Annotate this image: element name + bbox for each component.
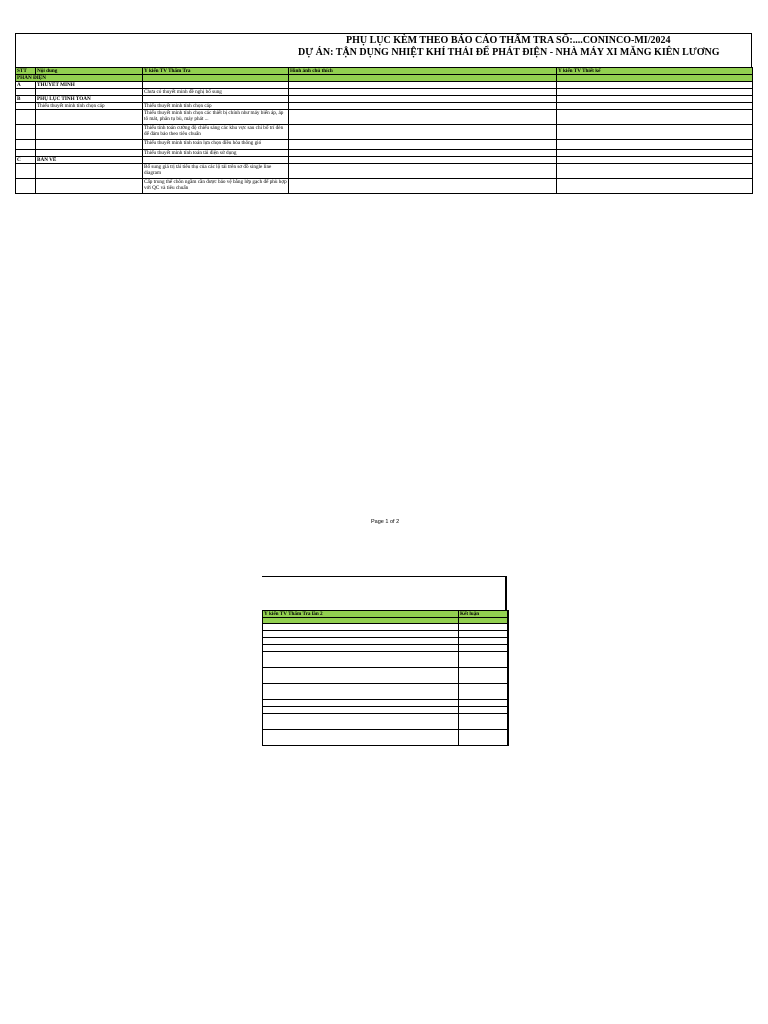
row-second-review — [263, 668, 459, 684]
row-design-opinion — [557, 110, 753, 125]
row-design-opinion — [557, 103, 753, 110]
row-review-opinion: Thiếu thuyết minh tính chọn các thiết bị chính như máy biến áp, áp tô mát, phân tụ bù, máy phát ... — [143, 110, 289, 125]
table-row — [16, 89, 753, 96]
table-row — [263, 638, 508, 645]
row-conclusion — [459, 684, 508, 700]
row-design-opinion — [557, 179, 753, 194]
row-content — [36, 150, 143, 157]
table-row — [263, 684, 508, 700]
title-block — [15, 33, 752, 67]
row-content — [36, 140, 143, 150]
row-second-review — [263, 652, 459, 668]
header-illustration: Hình ảnh chú thích — [289, 68, 557, 75]
row-conclusion — [459, 624, 508, 631]
row-design-opinion — [557, 96, 753, 103]
row-design-opinion — [557, 157, 753, 164]
row-content: BẢN VẼ — [36, 157, 143, 164]
row-conclusion — [459, 730, 508, 746]
review-table-page-2 — [262, 610, 509, 746]
row-design-opinion — [557, 89, 753, 96]
page-indicator: Page 1 of 2 — [371, 519, 400, 525]
row-content: Thiếu thuyết minh tính chọn cáp — [36, 103, 143, 110]
row-review-opinion: Thiếu thuyết minh tính toán lựa chọn điều hòa thông gió — [143, 140, 289, 150]
row-conclusion — [459, 645, 508, 652]
row-illustration — [289, 150, 557, 157]
report-sheet-page-2 — [262, 576, 507, 746]
header-review-opinion: Ý kiến TV Thẩm Tra — [143, 68, 289, 75]
row-stt — [16, 125, 36, 140]
row-illustration — [289, 157, 557, 164]
row-review-opinion: Chưa có thuyết minh đề nghị bổ sung — [143, 89, 289, 96]
table-row — [16, 157, 753, 164]
row-illustration — [289, 82, 557, 89]
row-stt — [16, 150, 36, 157]
row-conclusion — [459, 707, 508, 714]
row-second-review — [263, 714, 459, 730]
table-row — [16, 164, 753, 179]
row-conclusion — [459, 714, 508, 730]
table-row — [16, 140, 753, 150]
table-row — [263, 700, 508, 707]
row-review-opinion: Bổ sung giá trị tải tiêu thụ của các lộ tải trên sơ đồ single line diagram — [143, 164, 289, 179]
row-design-opinion — [557, 150, 753, 157]
row-stt — [16, 110, 36, 125]
row-content — [36, 89, 143, 96]
row-second-review — [263, 730, 459, 746]
table-row — [263, 631, 508, 638]
row-second-review — [263, 645, 459, 652]
report-title: PHỤ LỤC KÈM THEO BÁO CÁO THẨM TRA SỐ:....CONINCO-MI/2024 — [346, 35, 671, 46]
row-review-opinion: Thiếu thuyết minh tính toán tải điện sử dụng — [143, 150, 289, 157]
row-second-review — [263, 624, 459, 631]
row-illustration — [289, 89, 557, 96]
row-stt — [16, 179, 36, 194]
row-second-review — [263, 638, 459, 645]
row-review-opinion: Thiếu thuyết minh tính chọn cáp — [143, 103, 289, 110]
row-stt — [16, 140, 36, 150]
row-stt: A — [16, 82, 36, 89]
table-row — [16, 179, 753, 194]
header-content: Nội dung — [36, 68, 143, 75]
row-illustration — [289, 103, 557, 110]
row-illustration — [289, 179, 557, 194]
row-second-review — [263, 631, 459, 638]
row-design-opinion — [557, 140, 753, 150]
row-conclusion — [459, 638, 508, 645]
row-design-opinion — [557, 164, 753, 179]
project-title: DỰ ÁN: TẬN DỤNG NHIỆT KHÍ THẢI ĐỂ PHÁT ĐIỆN - NHÀ MÁY XI MĂNG KIÊN LƯƠNG — [298, 47, 720, 58]
row-conclusion — [459, 668, 508, 684]
section-label: PHẦN ĐIỆN — [16, 75, 143, 82]
row-review-opinion: Thiếu tính toán cường độ chiếu sáng các khu vực sau chi bố trí đèn để đảm bảo theo tiêu chuẩn — [143, 125, 289, 140]
row-illustration — [289, 96, 557, 103]
review-table — [15, 67, 753, 194]
table-row — [263, 624, 508, 631]
row-design-opinion — [557, 82, 753, 89]
row-review-opinion — [143, 157, 289, 164]
row-stt — [16, 164, 36, 179]
row-conclusion — [459, 700, 508, 707]
header-stt: STT — [16, 68, 36, 75]
table-row — [16, 103, 753, 110]
row-review-opinion — [143, 96, 289, 103]
row-second-review — [263, 707, 459, 714]
table-row — [16, 82, 753, 89]
row-illustration — [289, 125, 557, 140]
row-content — [36, 110, 143, 125]
header-conclusion: Kết luận — [459, 611, 508, 618]
table-row — [16, 110, 753, 125]
row-content: THUYẾT MINH — [36, 82, 143, 89]
row-illustration — [289, 110, 557, 125]
row-content: PHỤ LỤC TÍNH TOÁN — [36, 96, 143, 103]
row-stt — [16, 103, 36, 110]
row-conclusion — [459, 652, 508, 668]
header-second-review: Ý kiến TV Thẩm Tra lần 2 — [263, 611, 459, 618]
table-row — [263, 730, 508, 746]
row-conclusion — [459, 631, 508, 638]
table-row — [16, 96, 753, 103]
page2-header-row — [263, 611, 508, 618]
row-stt: B — [16, 96, 36, 103]
table-header-row — [16, 68, 753, 75]
row-review-opinion — [143, 82, 289, 89]
row-stt — [16, 89, 36, 96]
row-stt: C — [16, 157, 36, 164]
row-content — [36, 125, 143, 140]
report-sheet-page-1 — [15, 33, 752, 194]
table-row — [16, 150, 753, 157]
row-design-opinion — [557, 125, 753, 140]
table-row — [16, 125, 753, 140]
table-row — [263, 714, 508, 730]
row-review-opinion: Cấp trung thế chôn ngầm cần được bảo vệ bằng lớp gạch để phù hợp với QC và tiêu chuẩn — [143, 179, 289, 194]
table-row — [263, 668, 508, 684]
row-illustration — [289, 140, 557, 150]
table-row — [263, 652, 508, 668]
row-illustration — [289, 164, 557, 179]
row-content — [36, 164, 143, 179]
row-content — [36, 179, 143, 194]
row-second-review — [263, 684, 459, 700]
table-row — [263, 707, 508, 714]
page2-title-block — [262, 576, 507, 610]
row-second-review — [263, 700, 459, 707]
table-row — [263, 645, 508, 652]
header-design-opinion: Ý kiến TV Thiết kế — [557, 68, 753, 75]
section-row — [16, 75, 753, 82]
